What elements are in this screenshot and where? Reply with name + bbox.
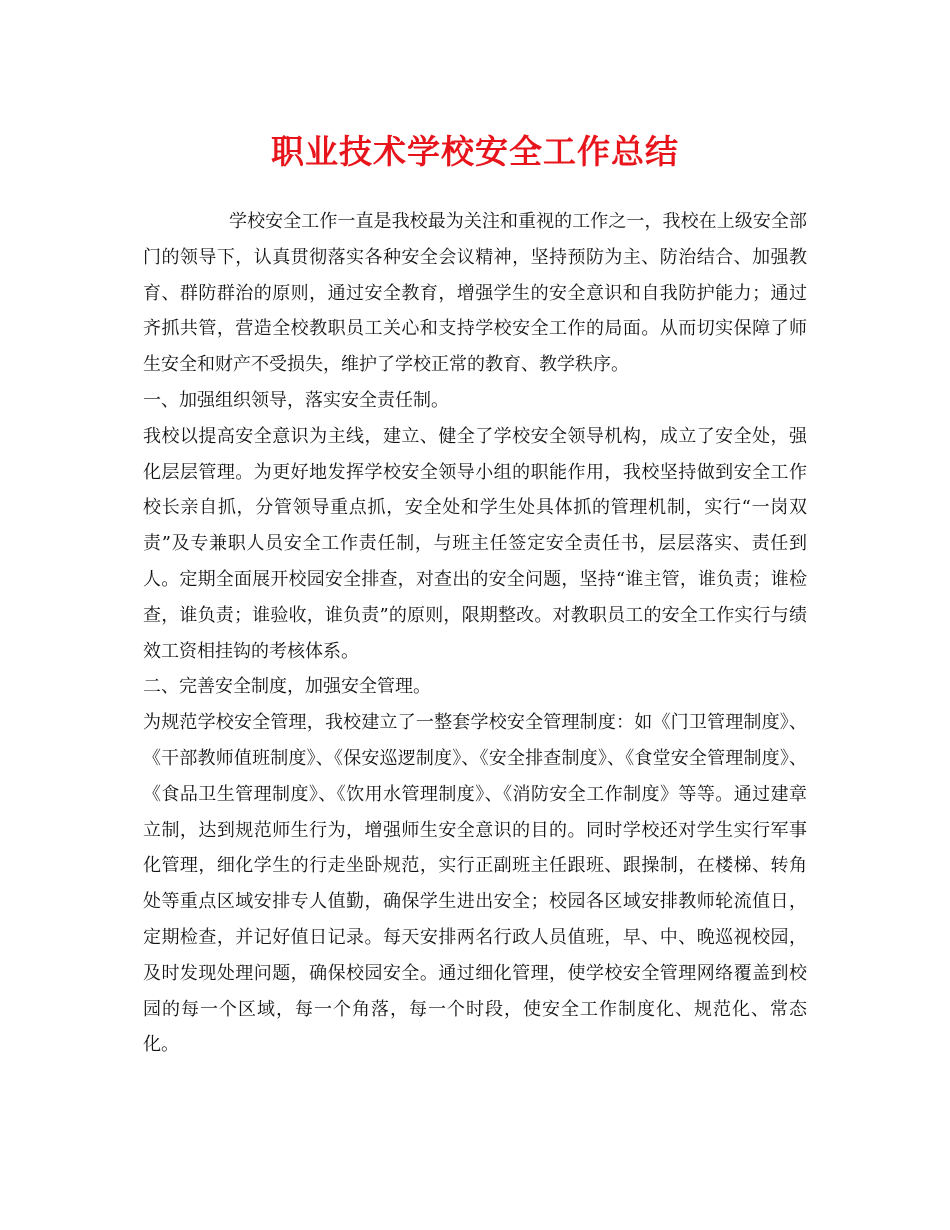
document-body [143,204,807,1063]
section-paragraph-1: 我校以提高安全意识为主线，建立、健全了学校安全领导机构，成立了安全处，强化层层管理。为更好地发挥学校安全领导小组的职能作用，我校坚持做到安全工作校长亲自抓，分管领导重点抓，安全处和学生处具体抓的管理机制，实行“一岗双责”及专兼职人员安全工作责任制，与班主任签定安全责任书，层层落实、责任到人。定期全面展开校园安全排查，对查出的安全问题，坚持“谁主管，谁负责；谁检查，谁负责；谁验收，谁负责”的原则，限期整改。对教职员工的安全工作实行与绩效工资相挂钩的考核体系。 [143,425,807,662]
section-heading-2: 二、完善安全制度，加强安全管理。 [143,676,431,698]
intro-paragraph: 学校安全工作一直是我校最为关注和重视的工作之一，我校在上级安全部门的领导下，认真贯彻落实各种安全会议精神，坚持预防为主、防治结合、加强教育、群防群治的原则，通过安全教育，增强学生的安全意识和自我防护能力；通过齐抓共管，营造全校教职员工关心和支持学校安全工作的局面。从而切实保障了师生安全和财产不受损失，维护了学校正常的教育、教学秩序。 [143,211,807,376]
section-paragraph-2: 为规范学校安全管理，我校建立了一整套学校安全管理制度：如《门卫管理制度》、《干部教师值班制度》、《保安巡逻制度》、《安全排查制度》、《食堂安全管理制度》、《食品卫生管理制度》、《饮用水管理制度》、《消防安全工作制度》等等。通过建章立制，达到规范师生行为，增强师生安全意识的目的。同时学校还对学生实行军事化管理，细化学生的行走坐卧规范，实行正副班主任跟班、跟操制，在楼梯、转角处等重点区域安排专人值勤，确保学生进出安全；校园各区域安排教师轮流值日，定期检查，并记好值日记录。每天安排两名行政人员值班，早、中、晚巡视校园，及时发现处理问题，确保校园安全。通过细化管理，使学校安全管理网络覆盖到校园的每一个区域，每一个角落，每一个时段，使安全工作制度化、规范化、常态化。 [143,712,807,1056]
document-title: 职业技术学校安全工作总结 [271,132,679,171]
section-heading-1: 一、加强组织领导，落实安全责任制。 [143,389,449,411]
